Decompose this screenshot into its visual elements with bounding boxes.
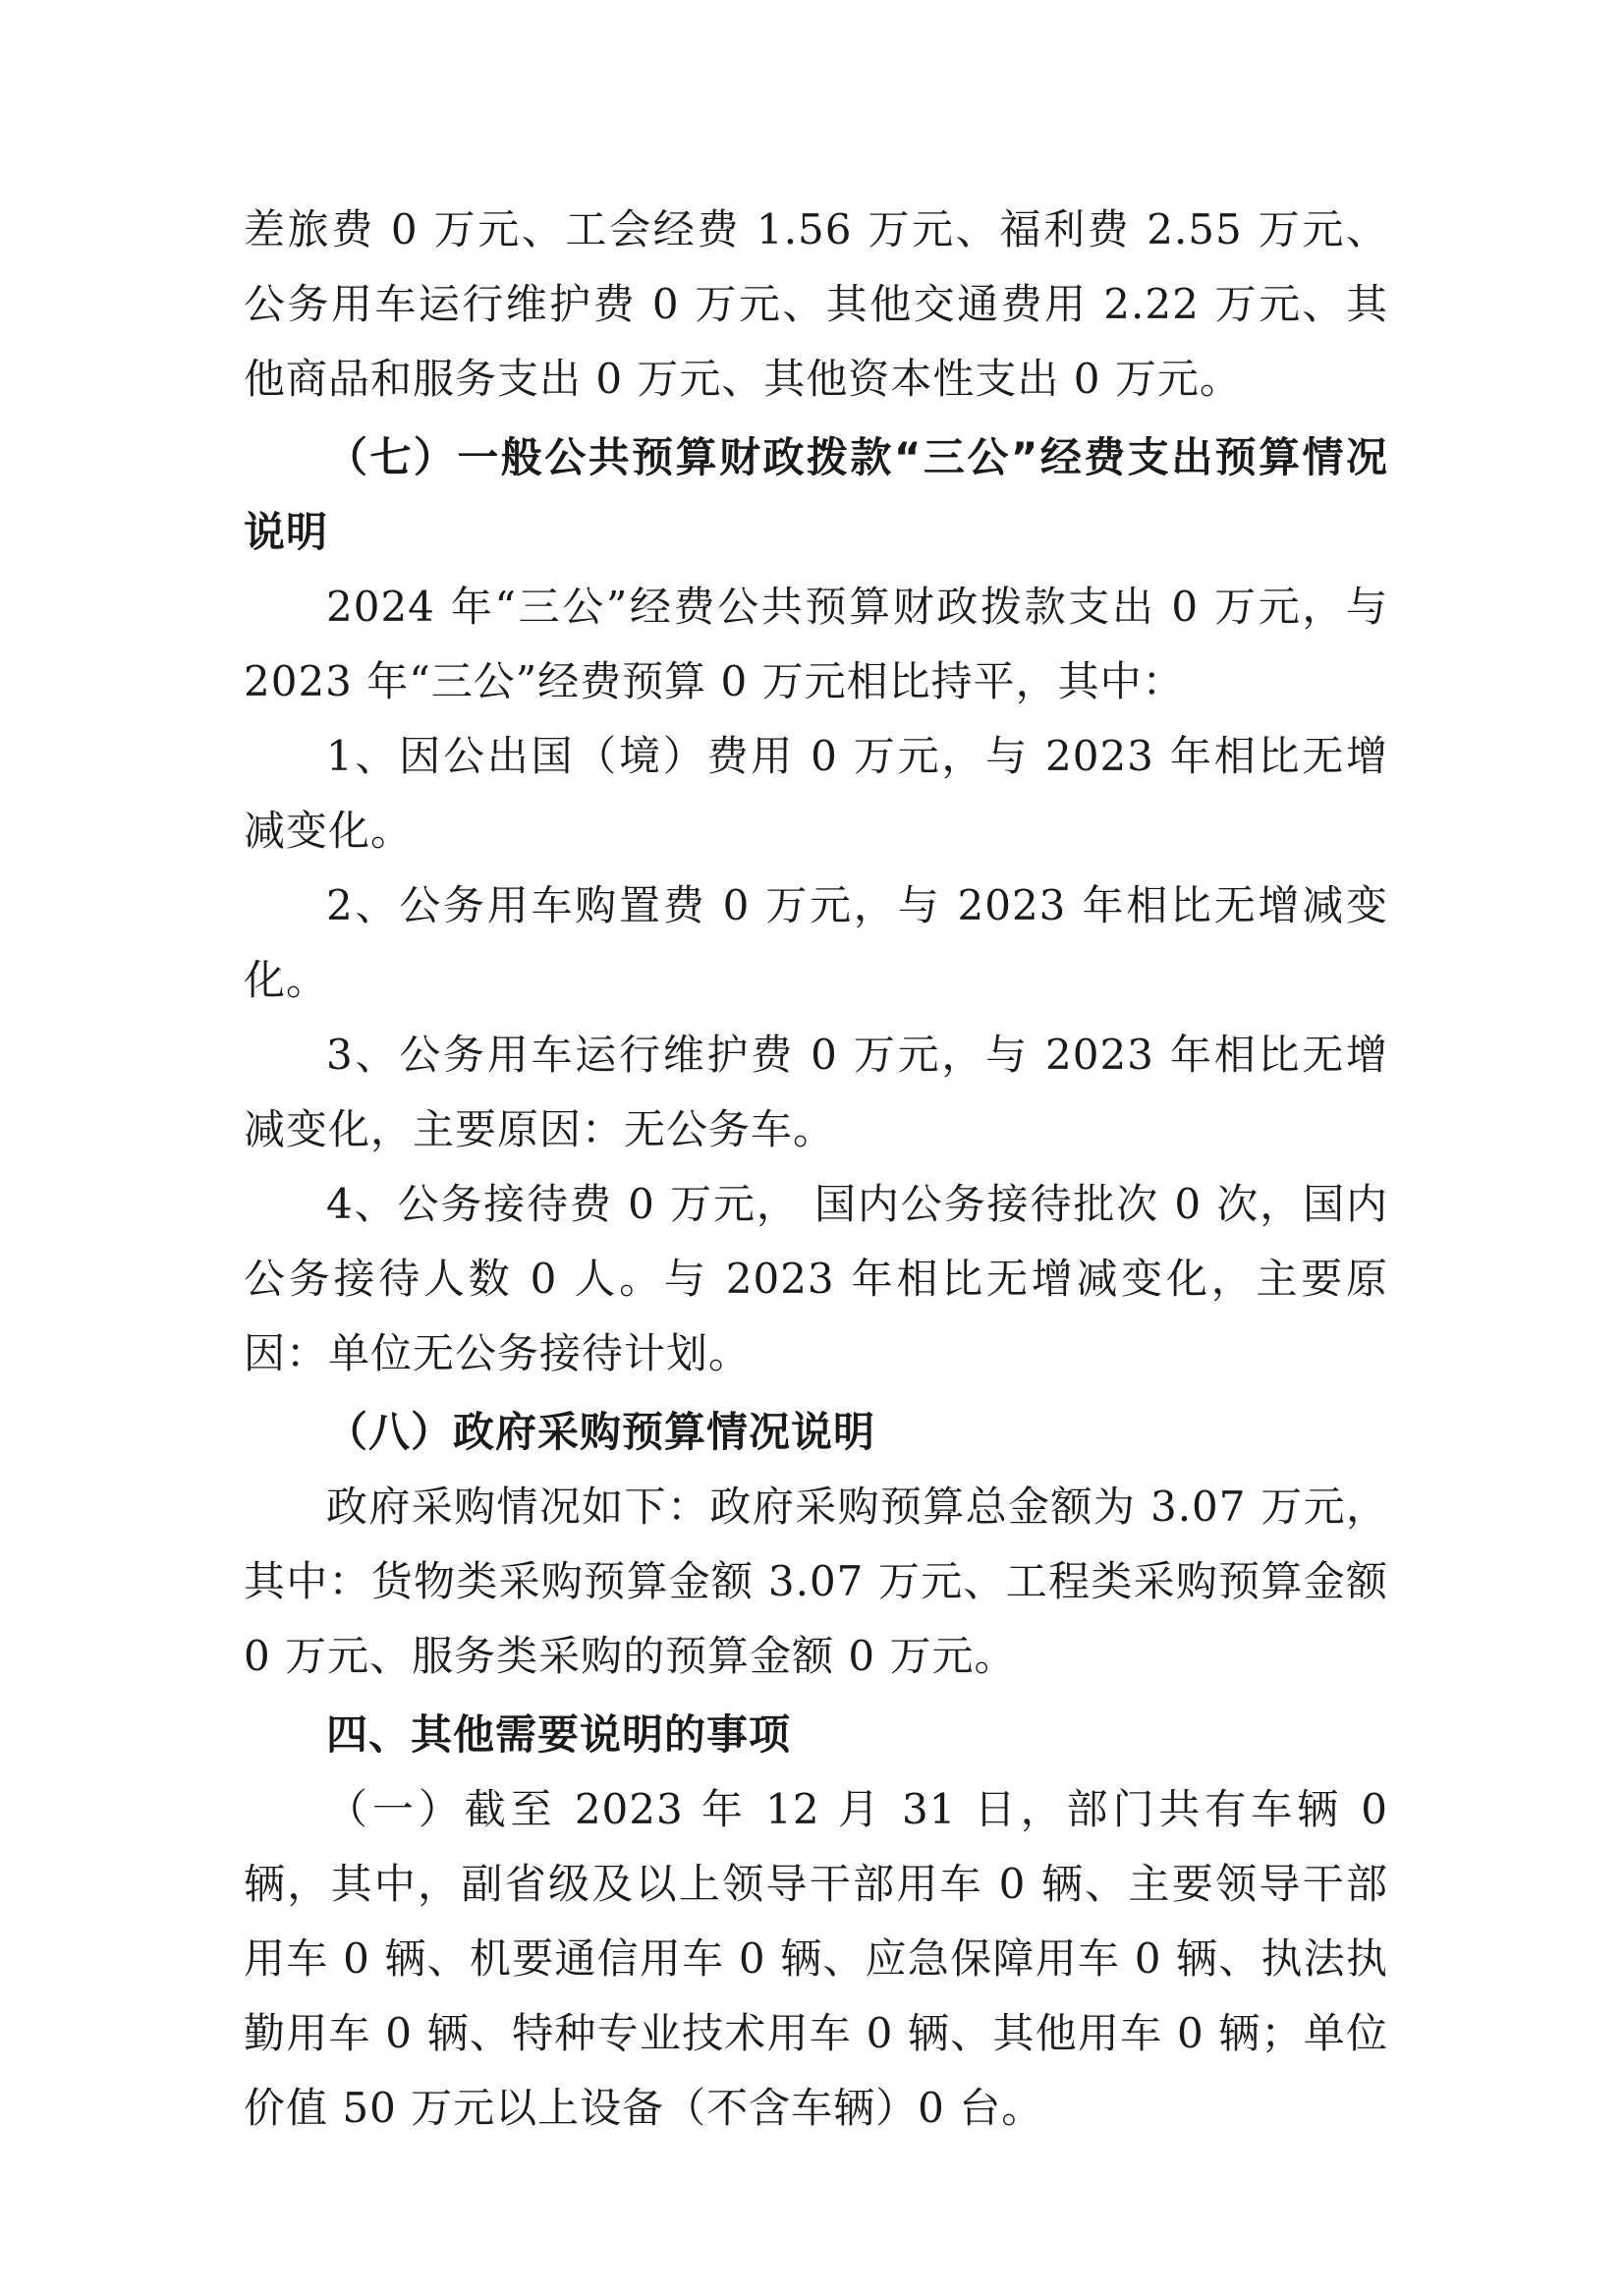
paragraph-expense-breakdown: 差旅费 0 万元、工会经费 1.56 万元、福利费 2.55 万元、公务用车运行维护费 0 万元、其他交通费用 2.22 万元、其他商品和服务支出 0 万元、其他资本性支出 0 万元。 xyxy=(244,205,1388,403)
paragraph-procurement-details: 政府采购情况如下：政府采购预算总金额为 3.07 万元，其中：货物类采购预算金额 3.07 万元、工程类采购预算金额 0 万元、服务类采购的预算金额 0 万元。 xyxy=(244,1483,1388,1680)
paragraph-vehicle-maintenance: 3、公务用车运行维护费 0 万元，与 2023 年相比无增减变化，主要原因：无公务车。 xyxy=(244,1031,1388,1153)
paragraph-three-public-summary: 2024 年“三公”经费公共预算财政拨款支出 0 万元，与 2023 年“三公”经费预算 0 万元相比持平，其中： xyxy=(244,583,1388,705)
heading-government-procurement: （八）政府采购预算情况说明 xyxy=(326,1408,876,1456)
paragraph-vehicles-equipment: （一）截至 2023 年 12 月 31 日，部门共有车辆 0 辆，其中，副省级及以上领导干部用车 0 辆、主要领导干部用车 0 辆、机要通信用车 0 辆、应急保障用车 0 辆、执法执勤用车 0 辆、特种专业技术用车 0 辆、其他用车 0 辆；单位价值 50 万元以上设备（不含车辆）0 台。 xyxy=(244,1785,1388,2132)
paragraph-vehicle-purchase: 2、公务用车购置费 0 万元，与 2023 年相比无增减变化。 xyxy=(244,881,1388,1004)
paragraph-overseas-travel: 1、因公出国（境）费用 0 万元，与 2023 年相比无增减变化。 xyxy=(244,732,1388,855)
paragraph-official-reception: 4、公务接待费 0 万元， 国内公务接待批次 0 次，国内公务接待人数 0 人。与 2023 年相比无增减变化，主要原因：单位无公务接待计划。 xyxy=(244,1180,1388,1377)
heading-three-public-expenses: （七）一般公共预算财政拨款“三公”经费支出预算情况说明 xyxy=(244,433,1388,556)
document-body xyxy=(244,193,1388,2146)
heading-other-matters: 四、其他需要说明的事项 xyxy=(326,1710,792,1759)
